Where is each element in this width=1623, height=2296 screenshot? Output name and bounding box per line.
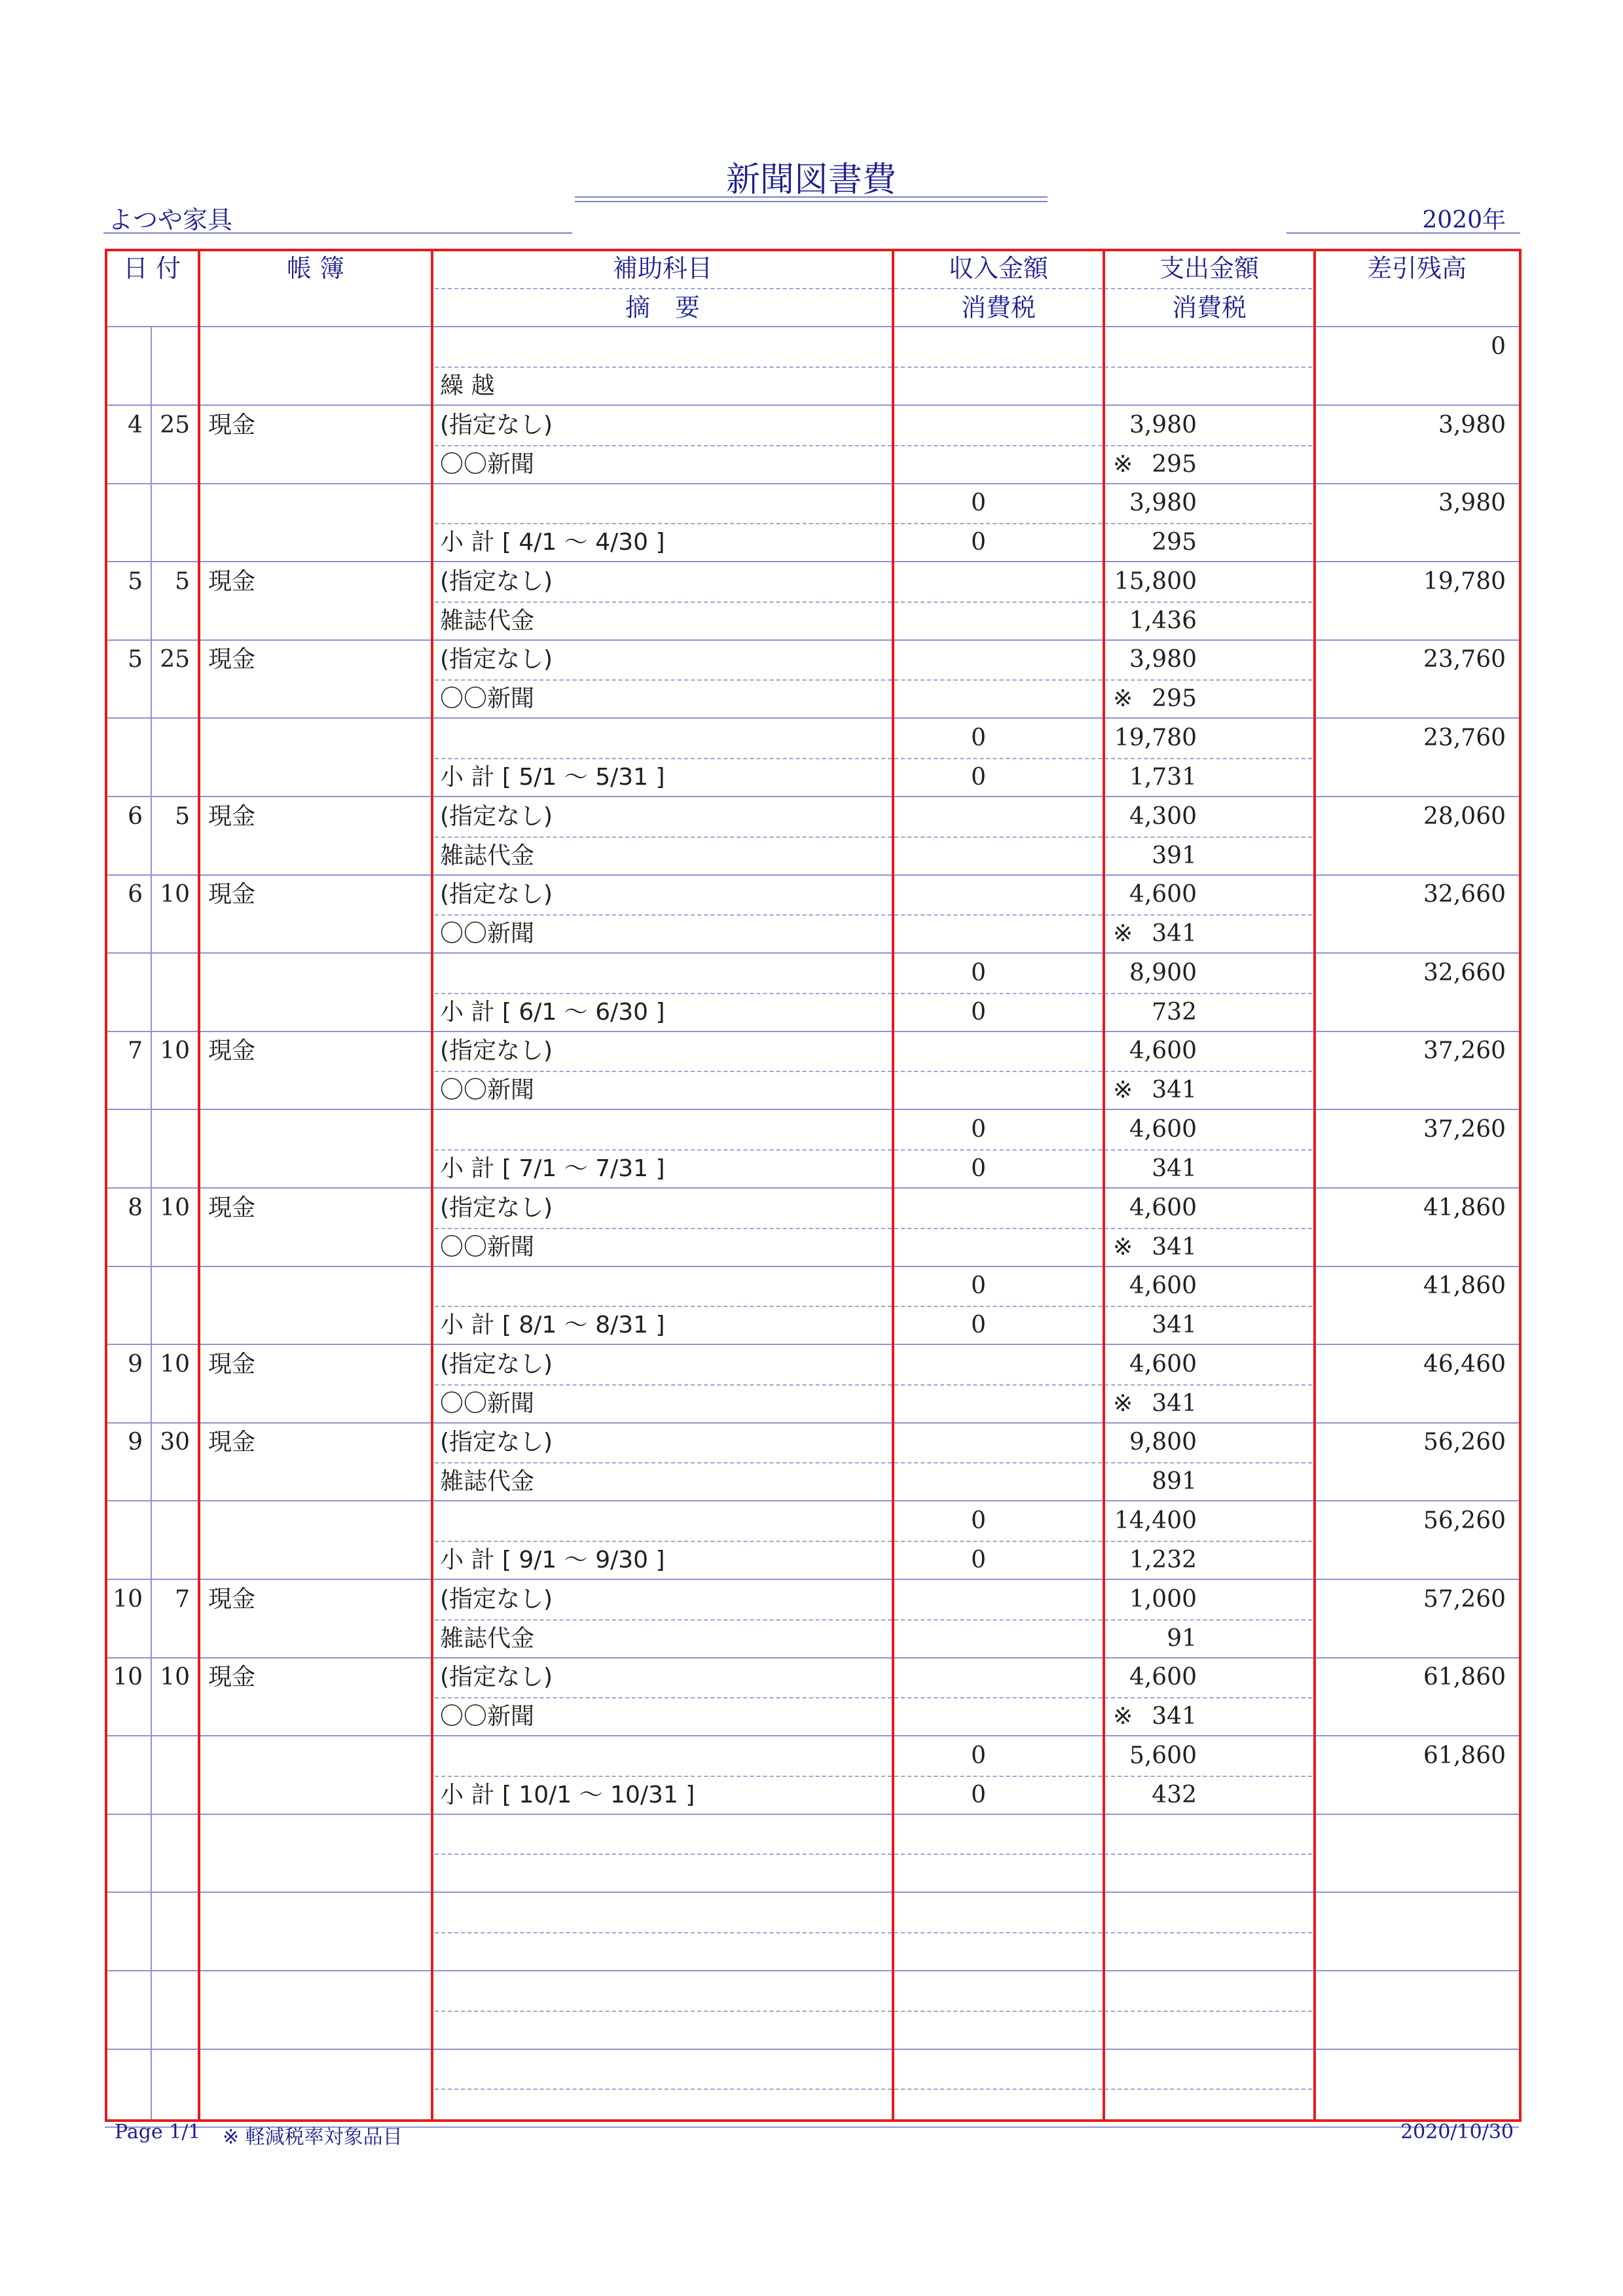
expense-amount: 5,600 <box>1129 1742 1197 1769</box>
subaccount: (指定なし) <box>440 1037 553 1065</box>
date-day: 25 <box>160 411 190 439</box>
book-name: 現金 <box>208 411 256 439</box>
income-amount: 0 <box>971 490 986 517</box>
memo: 〇〇新聞 <box>440 685 535 713</box>
ledger-year: 2020年 <box>1422 207 1506 234</box>
balance: 56,260 <box>1423 1429 1506 1456</box>
date-day: 10 <box>160 881 190 908</box>
book-name: 現金 <box>208 1429 256 1456</box>
date-month: 5 <box>128 567 143 595</box>
date-month: 10 <box>113 1585 143 1613</box>
balance: 3,980 <box>1438 411 1506 439</box>
date-month: 6 <box>128 881 143 908</box>
header-income: 収入金額 <box>948 254 1048 283</box>
date-day: 10 <box>160 1350 190 1378</box>
memo: 小 計 [ 4/1 ～ 4/30 ] <box>440 529 665 556</box>
balance: 56,260 <box>1423 1507 1506 1534</box>
balance: 32,660 <box>1423 881 1506 908</box>
page-title: 新聞図書費 <box>725 160 896 200</box>
header-subaccount: 補助科目 <box>612 254 712 283</box>
book-name: 現金 <box>208 1194 256 1221</box>
balance: 23,760 <box>1423 646 1506 673</box>
income-tax: 0 <box>971 998 986 1026</box>
title-underline-2 <box>575 201 1048 202</box>
expense-amount: 9,800 <box>1129 1429 1197 1456</box>
expense-tax: 341 <box>1152 1703 1197 1731</box>
memo: 雑誌代金 <box>440 842 535 869</box>
date-month: 9 <box>128 1429 143 1456</box>
memo: 〇〇新聞 <box>440 1077 535 1104</box>
date-day: 10 <box>160 1664 190 1691</box>
subaccount: (指定なし) <box>440 1194 553 1221</box>
balance: 41,860 <box>1423 1272 1506 1300</box>
book-name: 現金 <box>208 1037 256 1065</box>
reduced-tax-mark: ※ <box>1113 1703 1133 1731</box>
header-expense-tax: 消費税 <box>1171 293 1247 322</box>
date-day: 5 <box>175 802 190 830</box>
expense-tax: 391 <box>1152 842 1197 869</box>
expense-tax: 341 <box>1152 1312 1197 1339</box>
memo: 〇〇新聞 <box>440 1233 535 1261</box>
income-tax: 0 <box>971 764 986 791</box>
balance: 23,760 <box>1423 725 1506 751</box>
expense-amount: 19,780 <box>1114 725 1197 751</box>
subaccount: (指定なし) <box>440 567 553 595</box>
title-underline <box>575 196 1048 198</box>
expense-amount: 14,400 <box>1114 1507 1197 1534</box>
memo: 繰 越 <box>440 372 495 399</box>
date-month: 4 <box>128 411 143 439</box>
memo: 〇〇新聞 <box>440 450 535 478</box>
reduced-tax-mark: ※ <box>1113 920 1133 948</box>
page-number: Page 1/1 <box>115 2121 201 2144</box>
subaccount: (指定なし) <box>440 646 553 673</box>
balance: 46,460 <box>1423 1350 1506 1378</box>
balance: 3,980 <box>1438 490 1506 517</box>
expense-tax: 341 <box>1152 1233 1197 1261</box>
book-name: 現金 <box>208 881 256 908</box>
income-amount: 0 <box>971 1507 986 1534</box>
date-day: 30 <box>160 1429 190 1456</box>
memo: 小 計 [ 7/1 ～ 7/31 ] <box>440 1155 665 1182</box>
expense-amount: 4,600 <box>1129 1194 1197 1221</box>
print-date: 2020/10/30 <box>1400 2121 1514 2144</box>
header-memo: 摘 要 <box>625 293 700 322</box>
income-amount: 0 <box>971 1742 986 1769</box>
expense-tax: 295 <box>1152 450 1197 478</box>
reduced-tax-note: ※ 軽減税率対象品目 <box>223 2126 403 2149</box>
balance: 0 <box>1491 333 1506 360</box>
date-day: 5 <box>175 567 190 595</box>
memo: 〇〇新聞 <box>440 1390 535 1417</box>
income-amount: 0 <box>971 1116 986 1143</box>
expense-tax: 341 <box>1152 1155 1197 1182</box>
expense-tax: 1,232 <box>1129 1547 1197 1573</box>
year-underline <box>1286 232 1520 234</box>
expense-tax: 295 <box>1152 529 1197 556</box>
book-name: 現金 <box>208 1585 256 1613</box>
date-month: 9 <box>128 1350 143 1378</box>
balance: 37,260 <box>1423 1037 1506 1065</box>
balance: 32,660 <box>1423 959 1506 986</box>
subaccount: (指定なし) <box>440 411 553 439</box>
memo: 小 計 [ 8/1 ～ 8/31 ] <box>440 1312 665 1339</box>
subaccount: (指定なし) <box>440 881 553 908</box>
header-income-tax: 消費税 <box>960 293 1036 322</box>
expense-tax: 732 <box>1152 998 1197 1026</box>
date-day: 25 <box>160 646 190 673</box>
memo: 小 計 [ 5/1 ～ 5/31 ] <box>440 764 665 791</box>
subaccount: (指定なし) <box>440 802 553 830</box>
date-day: 10 <box>160 1194 190 1221</box>
subaccount: (指定なし) <box>440 1664 553 1691</box>
expense-amount: 4,600 <box>1129 1664 1197 1691</box>
expense-tax: 341 <box>1152 920 1197 948</box>
income-amount: 0 <box>971 1272 986 1300</box>
balance: 41,860 <box>1423 1194 1506 1221</box>
expense-tax: 432 <box>1152 1781 1197 1808</box>
memo: 雑誌代金 <box>440 607 535 634</box>
balance: 28,060 <box>1423 802 1506 830</box>
expense-amount: 15,800 <box>1114 567 1197 595</box>
income-amount: 0 <box>971 959 986 986</box>
expense-tax: 1,731 <box>1129 764 1197 791</box>
memo: 小 計 [ 9/1 ～ 9/30 ] <box>440 1547 665 1573</box>
balance: 61,860 <box>1423 1664 1506 1691</box>
company-underline <box>103 232 572 234</box>
book-name: 現金 <box>208 1664 256 1691</box>
book-name: 現金 <box>208 646 256 673</box>
income-tax: 0 <box>971 529 986 556</box>
reduced-tax-mark: ※ <box>1113 1390 1133 1417</box>
book-name: 現金 <box>208 1350 256 1378</box>
expense-amount: 4,600 <box>1129 1350 1197 1378</box>
company-name: よつや家具 <box>108 206 233 234</box>
date-month: 7 <box>128 1037 143 1065</box>
expense-tax: 91 <box>1167 1624 1197 1652</box>
balance: 37,260 <box>1423 1116 1506 1143</box>
reduced-tax-mark: ※ <box>1113 685 1133 713</box>
date-month: 5 <box>128 646 143 673</box>
subaccount: (指定なし) <box>440 1429 553 1456</box>
expense-tax: 341 <box>1152 1077 1197 1104</box>
ledger-frame <box>105 249 1522 2122</box>
memo: 雑誌代金 <box>440 1468 535 1496</box>
expense-tax: 891 <box>1152 1468 1197 1496</box>
reduced-tax-mark: ※ <box>1113 1077 1133 1104</box>
header-expense: 支出金額 <box>1159 254 1259 283</box>
balance: 19,780 <box>1423 567 1506 595</box>
income-tax: 0 <box>971 1547 986 1573</box>
expense-tax: 341 <box>1152 1390 1197 1417</box>
subaccount: (指定なし) <box>440 1585 553 1613</box>
expense-tax: 1,436 <box>1129 607 1197 634</box>
balance: 57,260 <box>1423 1585 1506 1613</box>
reduced-tax-mark: ※ <box>1113 1233 1133 1261</box>
subaccount: (指定なし) <box>440 1350 553 1378</box>
date-month: 6 <box>128 802 143 830</box>
memo: 〇〇新聞 <box>440 920 535 948</box>
reduced-tax-mark: ※ <box>1113 450 1133 478</box>
date-day: 10 <box>160 1037 190 1065</box>
income-amount: 0 <box>971 725 986 751</box>
expense-tax: 295 <box>1152 685 1197 713</box>
ledger-table <box>105 249 1519 2119</box>
date-month: 8 <box>128 1194 143 1221</box>
expense-amount: 3,980 <box>1129 646 1197 673</box>
expense-amount: 1,000 <box>1129 1585 1197 1613</box>
date-month: 10 <box>113 1664 143 1691</box>
header-book: 帳 簿 <box>286 254 345 283</box>
expense-amount: 4,600 <box>1129 1272 1197 1300</box>
expense-amount: 4,300 <box>1129 802 1197 830</box>
memo: 小 計 [ 6/1 ～ 6/30 ] <box>440 998 665 1026</box>
memo: 〇〇新聞 <box>440 1703 535 1731</box>
income-tax: 0 <box>971 1155 986 1182</box>
header-date: 日 付 <box>122 254 181 283</box>
expense-amount: 4,600 <box>1129 1116 1197 1143</box>
date-day: 7 <box>175 1585 190 1613</box>
expense-amount: 3,980 <box>1129 411 1197 439</box>
memo: 小 計 [ 10/1 ～ 10/31 ] <box>440 1781 695 1808</box>
expense-amount: 4,600 <box>1129 1037 1197 1065</box>
expense-amount: 4,600 <box>1129 881 1197 908</box>
income-tax: 0 <box>971 1781 986 1808</box>
expense-amount: 3,980 <box>1129 490 1197 517</box>
book-name: 現金 <box>208 802 256 830</box>
memo: 雑誌代金 <box>440 1624 535 1652</box>
header-balance: 差引残高 <box>1366 254 1467 283</box>
balance: 61,860 <box>1423 1742 1506 1769</box>
book-name: 現金 <box>208 567 256 595</box>
income-tax: 0 <box>971 1312 986 1339</box>
expense-amount: 8,900 <box>1129 959 1197 986</box>
